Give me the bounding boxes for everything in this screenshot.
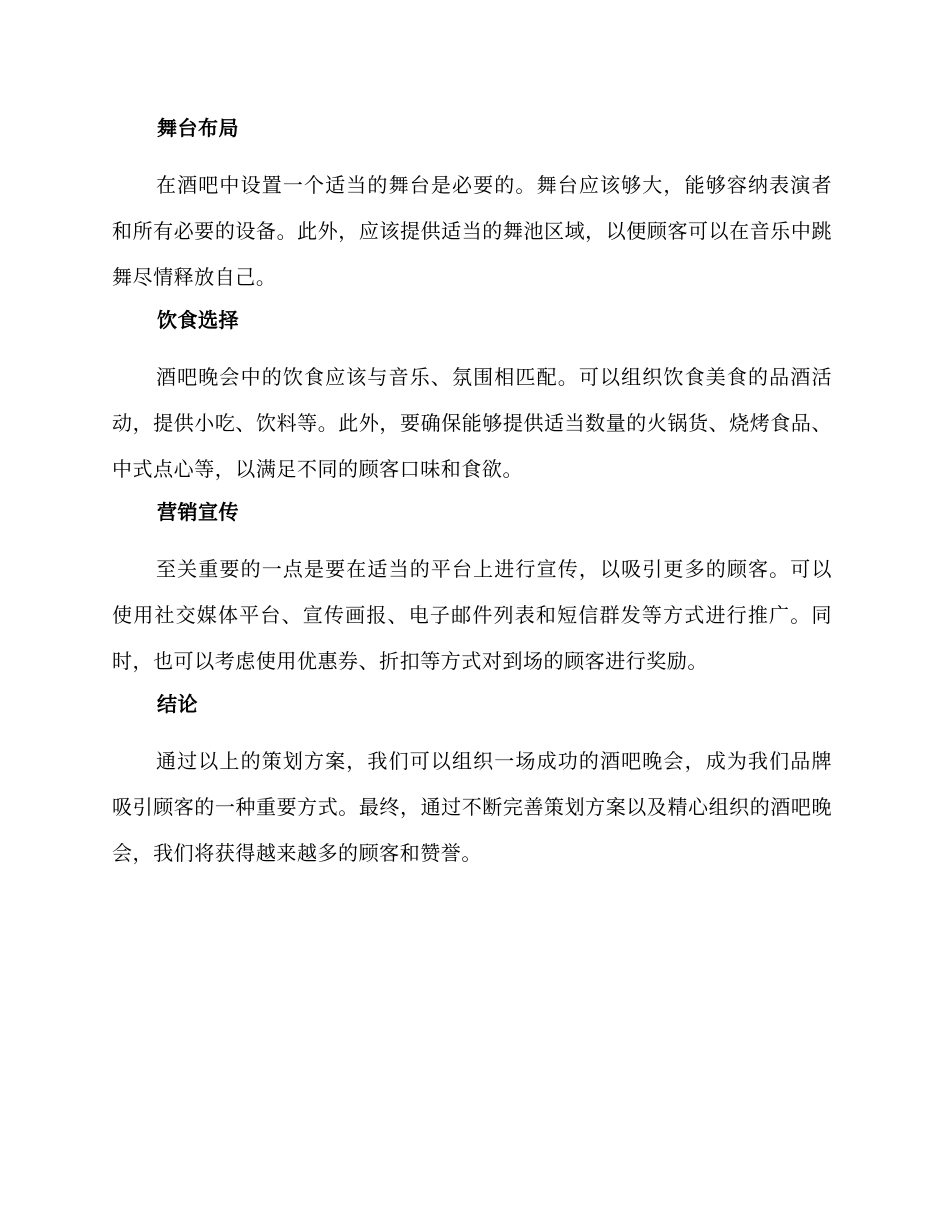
section-stage-layout <box>112 116 832 300</box>
section-conclusion <box>112 692 832 876</box>
section-marketing <box>112 500 832 684</box>
section-paragraph: 酒吧晚会中的饮食应该与音乐、氛围相匹配。可以组织饮食美食的品酒活动，提供小吃、饮料等。此外，要确保能够提供适当数量的火锅货、烧烤食品、中式点心等，以满足不同的顾客口味和食欲。 <box>112 365 832 481</box>
section-heading: 饮食选择 <box>157 308 239 332</box>
section-paragraph: 至关重要的一点是要在适当的平台上进行宣传，以吸引更多的顾客。可以使用社交媒体平台、宣传画报、电子邮件列表和短信群发等方式进行推广。同时，也可以考虑使用优惠券、折扣等方式对到场的顾客进行奖励。 <box>112 557 832 673</box>
section-heading: 营销宣传 <box>157 500 239 524</box>
section-heading: 结论 <box>157 692 198 716</box>
section-paragraph: 通过以上的策划方案，我们可以组织一场成功的酒吧晚会，成为我们品牌吸引顾客的一种重要方式。最终，通过不断完善策划方案以及精心组织的酒吧晚会，我们将获得越来越多的顾客和赞誉。 <box>112 749 832 865</box>
document-page <box>112 110 832 884</box>
section-paragraph: 在酒吧中设置一个适当的舞台是必要的。舞台应该够大，能够容纳表演者和所有必要的设备。此外，应该提供适当的舞池区域，以便顾客可以在音乐中跳舞尽情释放自己。 <box>112 173 832 289</box>
section-food-choice <box>112 308 832 492</box>
section-heading: 舞台布局 <box>157 116 239 140</box>
